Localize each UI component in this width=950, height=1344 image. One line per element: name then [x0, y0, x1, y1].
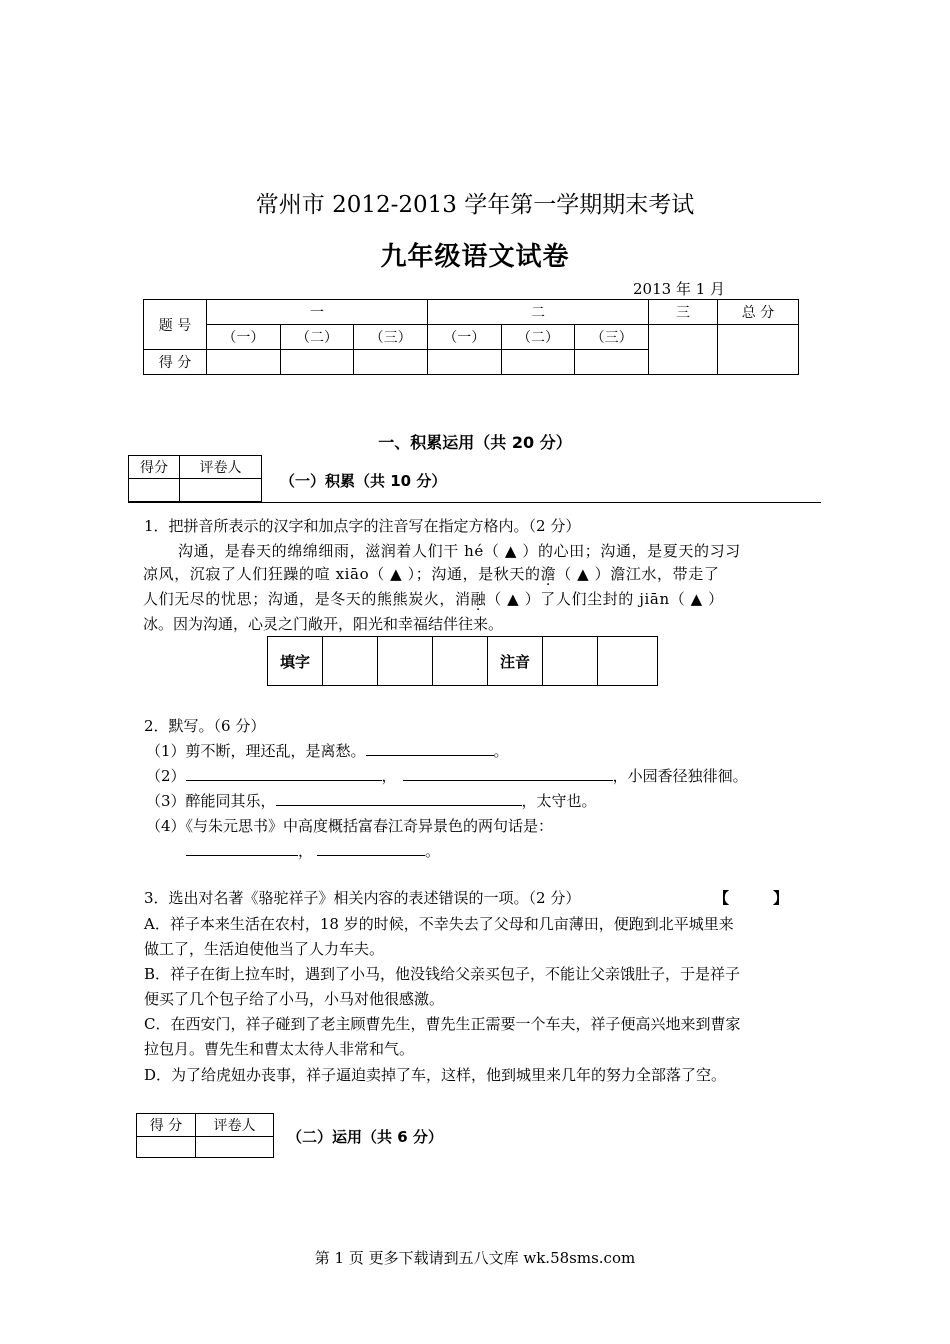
q1-passage-line4: 冰。因为沟通，心灵之门敞开，阳光和幸福结伴往来。: [143, 615, 504, 633]
subsection-accumulation-heading: （一）积累（共 10 分）: [280, 472, 447, 490]
grader-name-cell[interactable]: [196, 1137, 274, 1158]
grader-score-label: 得分: [129, 456, 180, 479]
q3-option-c-line2: 拉包月。曹先生和曹太太待人非常和气。: [144, 1040, 415, 1058]
exam-date: 2013 年 1 月: [633, 280, 726, 298]
answer-bracket[interactable]: 【 】: [714, 889, 789, 907]
part-two-header: 二: [427, 300, 648, 325]
q3-stem: 3．选出对名著《骆驼祥子》相关内容的表述错误的一项。（2 分）: [144, 889, 581, 907]
score-cell[interactable]: [354, 350, 428, 375]
paper-subtitle: 九年级语文试卷: [380, 242, 570, 272]
answer-box[interactable]: [323, 637, 378, 686]
exam-title: 常州市 2012-2013 学年第一学期期末考试: [255, 192, 695, 218]
score-cell[interactable]: [280, 350, 354, 375]
blank-2b[interactable]: [403, 766, 613, 781]
q2-item-4-answer: ， 。: [186, 841, 440, 861]
blank-2a[interactable]: [186, 766, 382, 781]
q2-item-3: （3）醉能同其乐， ，太守也。: [146, 792, 597, 810]
q3-option-c-line1: C．在西安门，祥子碰到了老主顾曹先生，曹先生正需要一个车夫，祥子便高兴地来到曹家: [144, 1015, 741, 1033]
answer-box[interactable]: [598, 637, 658, 686]
question-number-label: 题 号: [144, 300, 207, 350]
blank-4a[interactable]: [186, 841, 298, 856]
q1-passage-line1: 沟通，是春天的绵绵细雨，滋润着人们干 hé（ ▲ ）的心田；沟通，是夏天的习习: [178, 542, 741, 560]
section-one-heading: 一、积累运用（共 20 分）: [378, 433, 572, 452]
q1-passage-line2: 凉风，沉寂了人们狂躁的喧 xiāo（ ▲ ）；沟通，是秋天的澹（ ▲ ）澹江水，带走了: [143, 565, 720, 583]
blank-3[interactable]: [276, 791, 522, 806]
score-cell[interactable]: [501, 350, 575, 375]
q3-option-d: D．为了给虎妞办丧事，祥子逼迫卖掉了车，这样，他到城里来几年的努力全部落了空。: [144, 1066, 727, 1084]
page-footer: 第 1 页 更多下载请到五八文库 wk.58sms.com: [314, 1249, 636, 1267]
score-row-label: 得 分: [144, 350, 207, 375]
score-cell[interactable]: [207, 350, 281, 375]
sub-2-3: （三）: [575, 325, 649, 350]
grader-name-label: 评卷人: [196, 1114, 274, 1137]
score-table: [143, 299, 799, 375]
grader-table: [128, 455, 262, 502]
answer-box[interactable]: [378, 637, 433, 686]
q3-option-b-line1: B．祥子在街上拉车时，遇到了小马，他没钱给父亲买包子，不能让父亲饿肚子，于是祥子: [144, 965, 741, 983]
q1-passage-line3: 人们无尽的忧思；沟通，是冬天的熊熊炭火，消融（ ▲ ）了人们尘封的 jiān（ ▲ ）: [143, 590, 724, 608]
blank-4b[interactable]: [317, 841, 425, 856]
pinyin-label: 注音: [488, 637, 543, 686]
score-cell[interactable]: [427, 350, 501, 375]
grader-score-cell[interactable]: [129, 479, 180, 502]
score-cell[interactable]: [575, 350, 649, 375]
q1-stem: 1．把拼音所表示的汉字和加点字的注音写在指定方格内。（2 分）: [144, 517, 581, 535]
grader-table-2: [136, 1113, 274, 1158]
q2-item-2: （2） ， ，小园香径独徘徊。: [146, 767, 748, 785]
sub-1-1: （一）: [207, 325, 281, 350]
q2-stem: 2．默写。（6 分）: [144, 717, 266, 735]
total-score-header: 总 分: [718, 300, 799, 325]
grader-name-cell[interactable]: [180, 479, 262, 502]
q3-option-b-line2: 便买了几个包子给了小马，小马对他很感激。: [144, 990, 445, 1008]
answer-box[interactable]: [433, 637, 488, 686]
q3-option-a-line2: 做工了，生活迫使他当了人力车夫。: [144, 940, 385, 958]
grader-name-label: 评卷人: [180, 456, 262, 479]
sub-1-2: （二）: [280, 325, 354, 350]
q3-option-a-line1: A．祥子本来生活在农村，18 岁的时候，不幸失去了父母和几亩薄田，便跑到北平城里来: [144, 915, 734, 933]
score-cell-part3[interactable]: [649, 325, 718, 375]
fill-char-label: 填字: [268, 637, 323, 686]
answer-grid: [267, 636, 658, 686]
score-cell-total[interactable]: [718, 325, 799, 375]
part-three-header: 三: [649, 300, 718, 325]
q2-item-1: （1）剪不断，理还乱，是离愁。 。: [146, 742, 509, 760]
answer-box[interactable]: [543, 637, 598, 686]
part-one-header: 一: [207, 300, 428, 325]
subsection-application-heading: （二）运用（共 6 分）: [287, 1128, 443, 1146]
q2-item-4: （4）《与朱元思书》中高度概括富春江奇异景色的两句话是：: [146, 817, 554, 835]
grader-score-label: 得 分: [137, 1114, 196, 1137]
sub-2-1: （一）: [427, 325, 501, 350]
sub-2-2: （二）: [501, 325, 575, 350]
divider: [128, 502, 821, 503]
sub-1-3: （三）: [354, 325, 428, 350]
blank-1[interactable]: [366, 741, 494, 756]
grader-score-cell[interactable]: [137, 1137, 196, 1158]
